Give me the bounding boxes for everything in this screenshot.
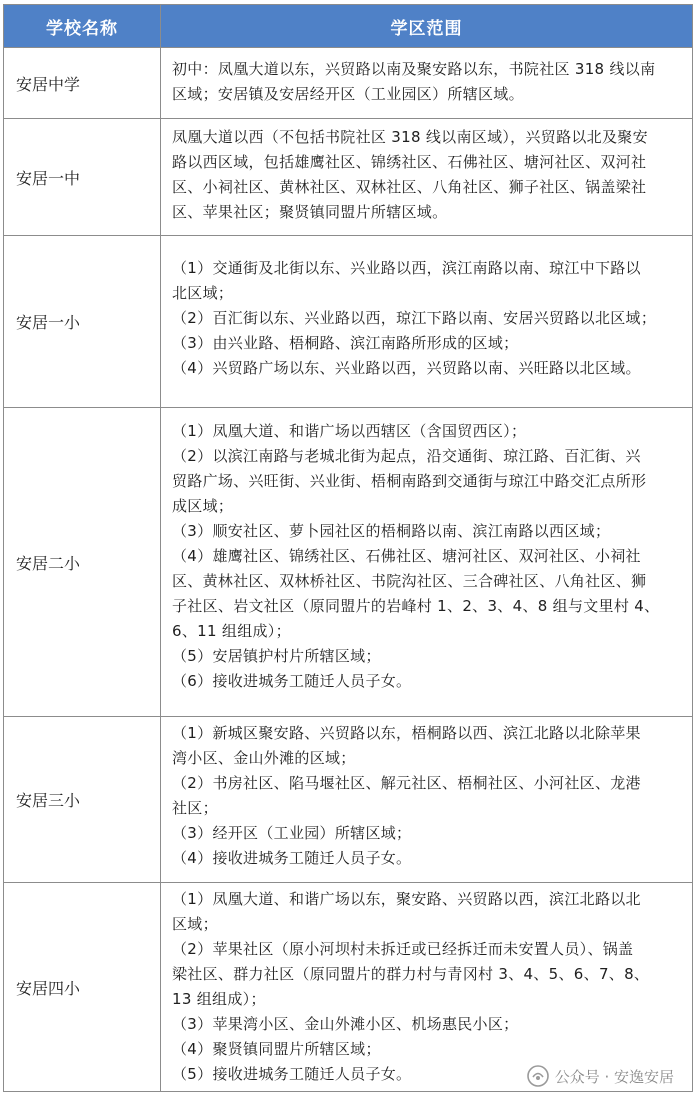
district-range [161,236,692,407]
watermark [527,1065,674,1087]
watermark-text: 公众号 · 安逸安居 [554,1067,674,1086]
range-line: （1）凤凰大道、和谐广场以东，聚安路、兴贸路以西，滨江北路以北 [172,890,641,908]
table-row [4,119,692,236]
range-line: 区域； [172,915,218,933]
school-name: 安居一小 [4,236,161,407]
district-range [161,48,692,118]
range-line: 梁社区、群力社区（原同盟片的群力村与青冈村 3、4、5、6、7、8、 [172,965,650,983]
range-line: （3）苹果湾小区、金山外滩小区、机场惠民小区； [172,1015,519,1033]
range-line: （4）兴贸路广场以东、兴业路以西，兴贸路以南、兴旺路以北区域。 [172,359,641,377]
school-name: 安居二小 [4,408,161,716]
range-line: （4）接收进城务工随迁人员子女。 [172,849,412,867]
school-district-table [3,4,693,1092]
range-line: （2）苹果社区（原小河坝村未拆迁或已经拆迁而未安置人员）、锅盖 [172,940,634,958]
range-line: 社区； [172,799,218,817]
school-name: 安居四小 [4,883,161,1092]
range-line: 路以西区域，包括雄鹰社区、锦绣社区、石佛社区、塘河社区、双河社 [172,153,647,171]
range-line: 区、苹果社区；聚贤镇同盟片所辖区域。 [172,203,448,221]
range-line: （1）新城区聚安路、兴贸路以东，梧桐路以西、滨江北路以北除苹果 [172,724,641,742]
range-line: （4）聚贤镇同盟片所辖区域； [172,1040,381,1058]
table-row [4,48,692,119]
range-line: （1）凤凰大道、和谐广场以西辖区（含国贸西区）； [172,422,527,440]
range-line: 成区域； [172,497,234,515]
wechat-official-account-icon [527,1065,549,1087]
range-line: （2）以滨江南路与老城北街为起点，沿交通街、琼江路、百汇街、兴 [172,447,641,465]
district-range [161,717,692,882]
range-line: （3）顺安社区、萝卜园社区的梧桐路以南、滨江南路以西区域； [172,522,611,540]
range-line: （2）书房社区、陷马堰社区、解元社区、梧桐社区、小河社区、龙港 [172,774,641,792]
range-line: 区域；安居镇及安居经开区（工业园区）所辖区域。 [172,85,524,103]
range-line: 区、小祠社区、黄林社区、双林社区、八角社区、狮子社区、锅盖梁社 [172,178,647,196]
range-line: （1）交通街及北街以东、兴业路以西，滨江南路以南、琼江中下路以 [172,259,641,277]
range-line: （5）接收进城务工随迁人员子女。 [172,1065,412,1083]
table-row [4,408,692,717]
table-row [4,236,692,408]
range-line: 贸路广场、兴旺街、兴业街、梧桐南路到交通街与琼江中路交汇点所形 [172,472,647,490]
range-line: 13 组组成）； [172,990,266,1008]
header-school-name: 学校名称 [4,5,161,47]
range-line: 湾小区、金山外滩的区域； [172,749,356,767]
school-name: 安居中学 [4,48,161,118]
district-range [161,119,692,235]
range-line: （5）安居镇护村片所辖区域； [172,647,381,665]
district-range [161,883,692,1092]
range-line: 6、11 组组成）； [172,622,291,640]
table-row [4,717,692,883]
school-name: 安居一中 [4,119,161,235]
school-name: 安居三小 [4,717,161,882]
range-line: 子社区、岩文社区（原同盟片的岩峰村 1、2、3、4、8 组与文里村 4、 [172,597,660,615]
range-line: 北区域； [172,284,234,302]
table-row [4,883,692,1092]
header-district-range: 学区范围 [390,18,463,39]
district-range [161,408,692,716]
range-line: 凤凰大道以西（不包括书院社区 318 线以南区域），兴贸路以北及聚安 [172,128,648,146]
range-line: （6）接收进城务工随迁人员子女。 [172,672,412,690]
range-line: 区、黄林社区、双林桥社区、书院沟社区、三合碑社区、八角社区、狮 [172,572,647,590]
range-line: （2）百汇街以东、兴业路以西，琼江下路以南、安居兴贸路以北区域； [172,309,657,327]
range-line: （3）经开区（工业园）所辖区域； [172,824,412,842]
range-line: （3）由兴业路、梧桐路、滨江南路所形成的区域； [172,334,519,352]
table-header-row [4,5,692,48]
range-line: （4）雄鹰社区、锦绣社区、石佛社区、塘河社区、双河社区、小祠社 [172,547,641,565]
range-line: 初中：凤凰大道以东，兴贸路以南及聚安路以东，书院社区 318 线以南 [172,60,656,78]
